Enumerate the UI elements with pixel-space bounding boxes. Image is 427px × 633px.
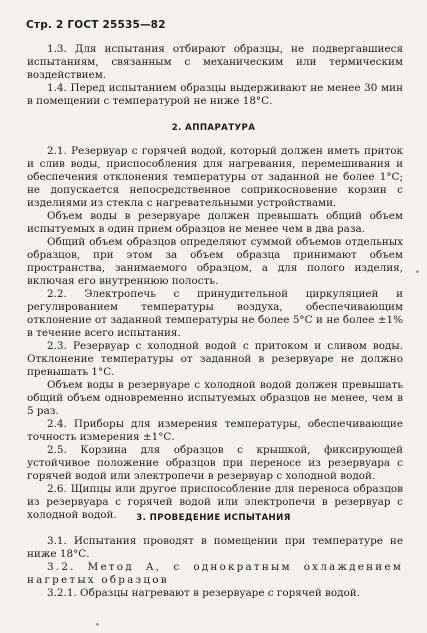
paragraph-2-3-volume: Объем воды в резервуаре с холодной водой должен превышать общий объем одновременно испытуемых образцов не менее, чем в 5 раз. xyxy=(27,379,403,417)
scan-mark xyxy=(96,623,99,626)
paragraph-2-2: 2.2. Электропечь с принудительной циркуляцией и регулированием температуры воздуха, обеспечивающим отклонение от заданной температуры не более 5°С и не более ±1% в течение всего испытания. xyxy=(27,288,403,339)
paragraph-2-1-volume: Объем воды в резервуаре должен превышать общий объем испытуемых в один прием образцов не менее чем в два раза. xyxy=(27,210,403,235)
section2-body xyxy=(27,145,403,522)
paragraph-3-2-method-a: 3.2. Метод А, с однократным охлаждением нагретых образцов xyxy=(27,561,403,586)
paragraph-2-6: 2.6. Щипцы или другое приспособление для переноса образцов из резервуара с горячей водой или электропечи в резервуар с холодной водой. xyxy=(27,483,403,521)
paragraph-2-1-total-volume: Общий объем образцов определяют суммой объемов отдельных образцов, при этом за объем образца принимают объем пространства, занимаемого образцом, а для полого изделия, включая его внутреннюю полость. xyxy=(27,236,403,287)
paragraph-3-2-1: 3.2.1. Образцы нагревают в резервуаре с горячей водой. xyxy=(47,587,361,599)
paragraph-2-3: 2.3. Резервуар с холодной водой с притоком и сливом воды. Отклонение температуры от заданной в резервуаре не должно превышать 1°С. xyxy=(27,340,403,378)
paragraph-3-1: 3.1. Испытания проводят в помещении при температуре не ниже 18°С. xyxy=(27,535,403,560)
paragraph-2-5: 2.5. Корзина для образцов с крышкой, фиксирующей устойчивое положение образцов при переносе из резервуара с горячей водой или электропечи в резервуар с холодной водой. xyxy=(27,444,403,482)
paragraph-2-1: 2.1. Резервуар с горячей водой, который должен иметь приток и слив воды, приспособления для нагревания, перемешивания и обеспечения отклонения температуры от заданной не более 1°С; не допускается непосредственное соприкосновение корзин с изделиями из стекла с нагревательными устройствами. xyxy=(27,145,403,209)
section-3-title: 3. ПРОВЕДЕНИЕ ИСПЫТАНИЯ xyxy=(136,513,291,523)
paragraph-2-4: 2.4. Приборы для измерения температуры, обеспечивающие точность измерения ±1°С. xyxy=(27,418,403,443)
paragraph-1-4: 1.4. Перед испытанием образцы выдерживают не менее 30 мин в помещении с температурой не ниже 18°С. xyxy=(27,82,403,107)
scan-mark xyxy=(416,270,419,273)
section1-tail xyxy=(27,43,403,108)
section-2-title: 2. АППАРАТУРА xyxy=(171,123,256,133)
page-header: Стр. 2 ГОСТ 25535—82 xyxy=(26,19,166,31)
section3-body xyxy=(27,535,403,600)
paragraph-1-3: 1.3. Для испытания отбирают образцы, не подвергавшиеся испытаниям, связанным с механическим или термическим воздействием. xyxy=(27,43,403,81)
